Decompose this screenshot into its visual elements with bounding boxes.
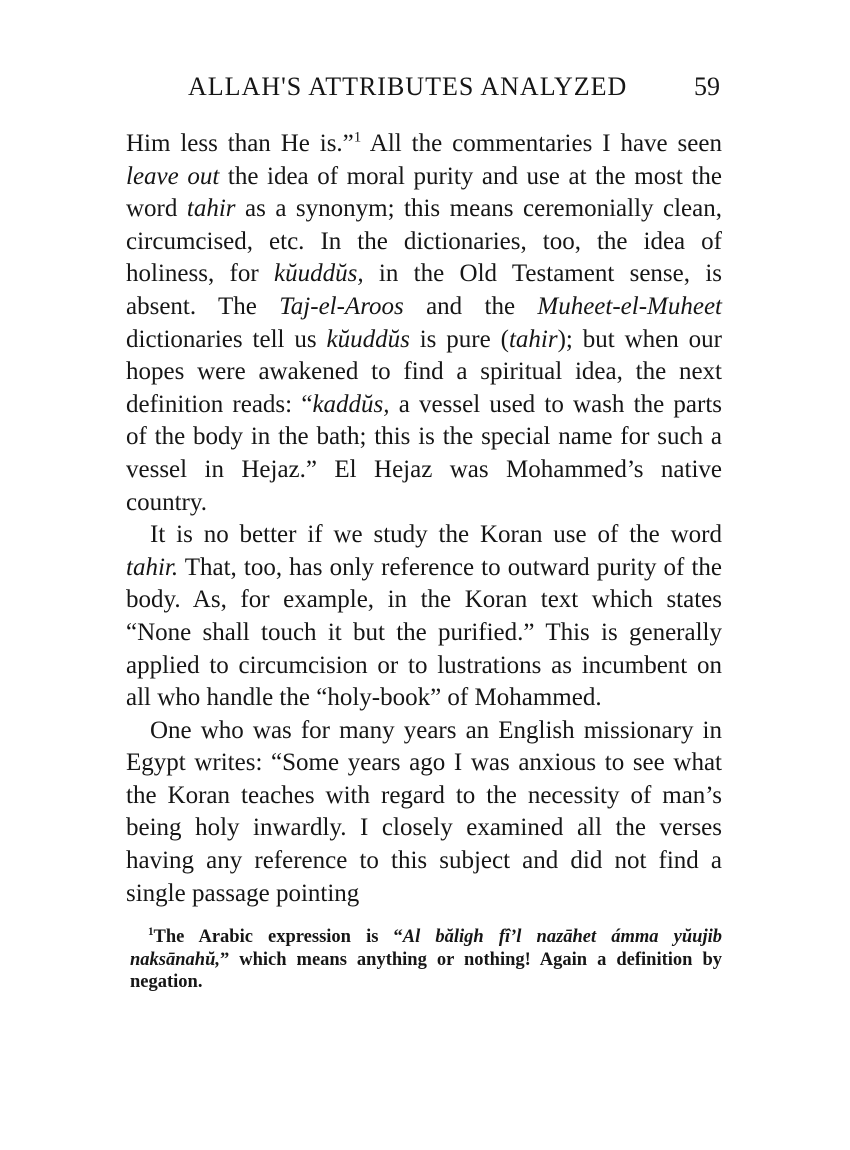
italic-text: tahir xyxy=(508,325,558,353)
italic-text: leave out xyxy=(126,162,220,190)
text-run: That, too, has only reference to outward purity of the body. As, for example, in the Koran text which states “None shall touch it but the purified.” This is generally applied to circumcision or to lustrations as incumbent on all who handle the “holy-book” of Mohammed. xyxy=(126,553,722,712)
italic-text: Al băligh fî’l nazāhet ámma yŭujib naksānahŭ, xyxy=(130,927,722,970)
paragraph xyxy=(126,519,722,715)
text-run: ” which means anything or nothing! Again a definition by negation. xyxy=(130,949,722,993)
italic-text: tahir. xyxy=(126,553,179,581)
paragraph xyxy=(126,715,722,911)
footnote-marker: 1 xyxy=(353,129,362,146)
text-run: a vessel used to wash the parts of the body in the bath; this is the special name for such a vessel in Hejaz.” El Hejaz was Mohammed’s native country. xyxy=(126,390,723,516)
running-header xyxy=(126,70,722,110)
text-run: ); but when our hopes were awakened to find a spiritual idea, the next definition reads: “ xyxy=(126,325,722,418)
running-title: ALLAH'S ATTRIBUTES ANALYZED xyxy=(188,72,628,101)
paragraph xyxy=(126,128,722,519)
footnote xyxy=(126,926,722,994)
text-run: is pure ( xyxy=(409,325,509,353)
italic-text: Taj-el-Aroos xyxy=(279,292,404,320)
text-run: the idea of moral purity and use at the most the word xyxy=(126,162,723,223)
page-number: 59 xyxy=(694,72,720,101)
book-page xyxy=(126,70,722,994)
italic-text: Muheet-el-Muheet xyxy=(537,292,722,320)
text-run: and the xyxy=(403,292,538,320)
italic-text: kŭuddŭs, xyxy=(274,260,364,288)
text-run: The Arabic expression is “ xyxy=(153,927,403,948)
text-run: It is no better if we study the Koran use of the word xyxy=(150,521,722,549)
italic-text: tahir xyxy=(186,195,236,223)
footnote-marker: 1 xyxy=(148,926,154,939)
italic-text: kaddŭs, xyxy=(312,390,390,418)
text-run: in the Old Testament sense, is absent. The xyxy=(126,260,722,320)
text-run: All the commentaries I have seen xyxy=(361,130,722,157)
text-run: One who was for many years an English missionary in Egypt writes: “Some years ago I was anxious to see what the Koran teaches with regard to the necessity of man’s being holy inwardly. I closely examined all the verses having any reference to this subject and did not find a single passage pointing xyxy=(126,716,722,907)
text-run: dictionaries tell us xyxy=(126,325,327,353)
text-run: as a synonym; this means ceremonially clean, circumcised, etc. In the dictionaries, too, the idea of holiness, for xyxy=(126,195,722,288)
text-run: Him less than He is.” xyxy=(126,130,354,157)
italic-text: kŭuddŭs xyxy=(326,325,410,353)
body-text xyxy=(126,128,722,910)
